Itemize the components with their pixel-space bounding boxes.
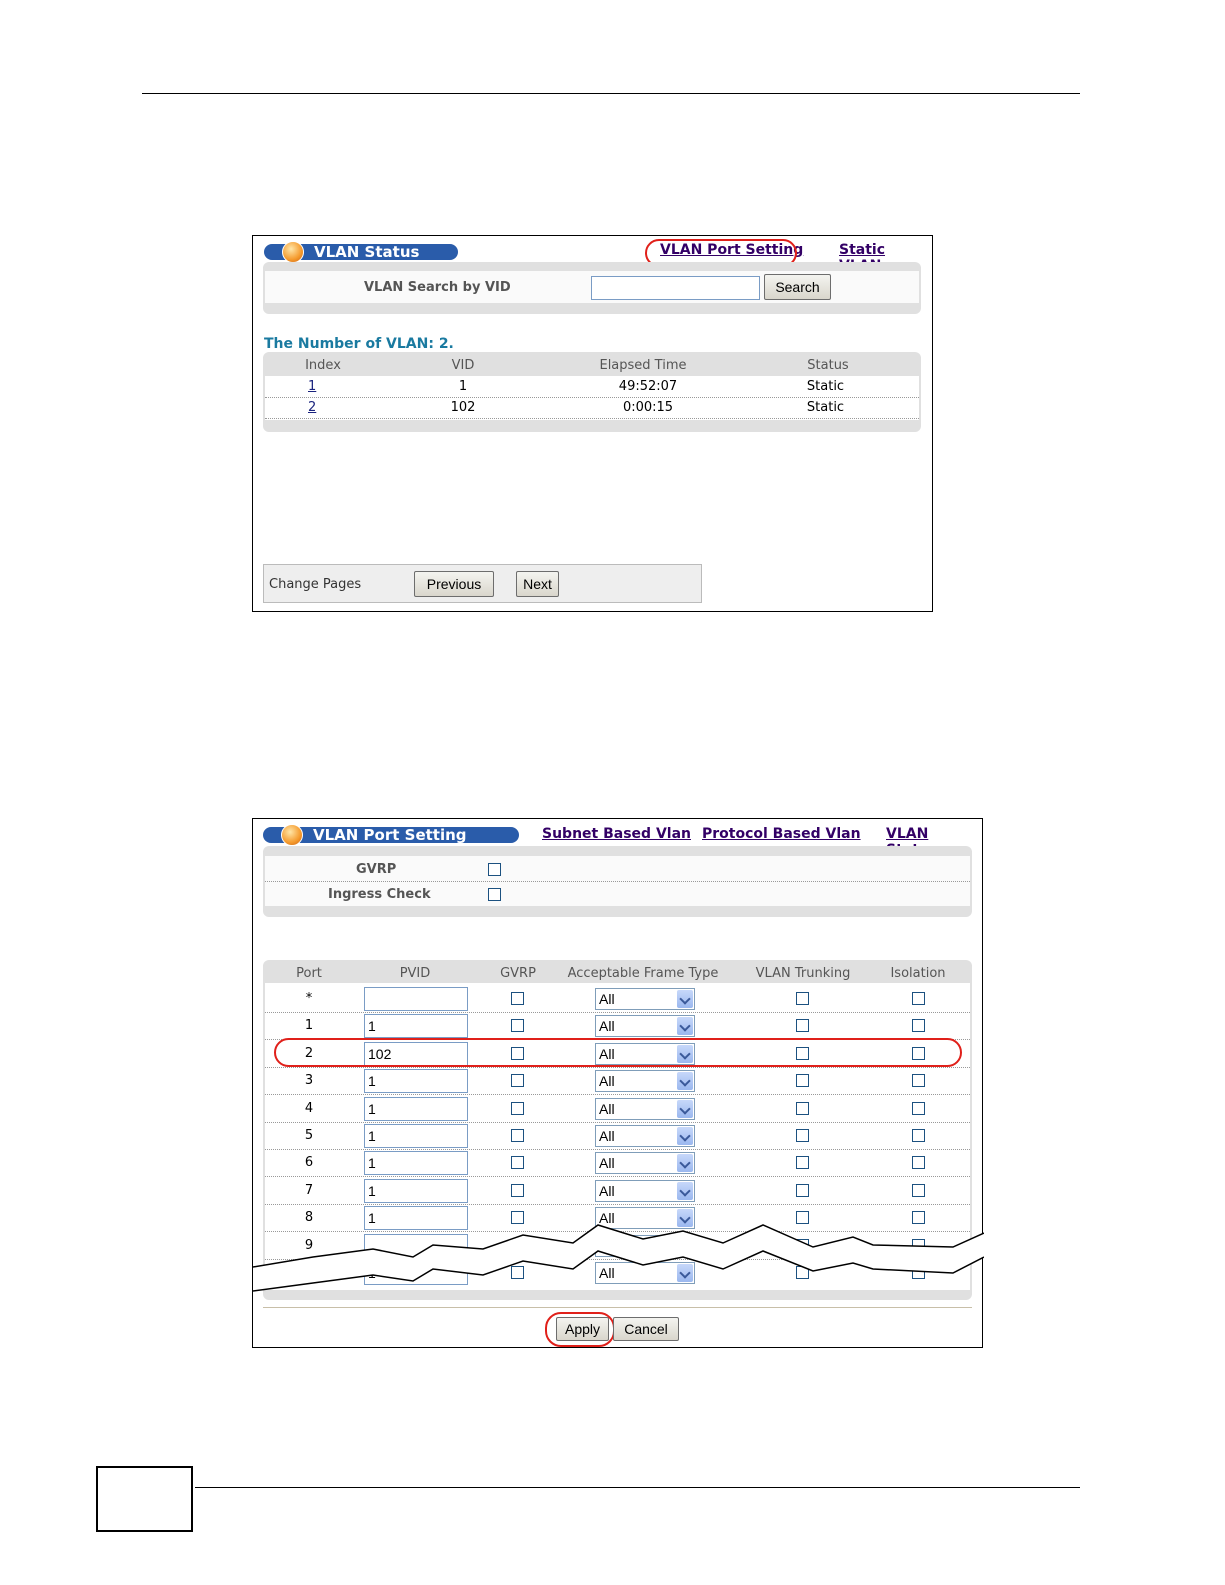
status-cell: Static [806, 379, 845, 394]
page-number-box [96, 1466, 193, 1532]
link-vlan-status[interactable]: VLAN [886, 826, 929, 842]
port-cell: * [305, 991, 313, 1006]
cancel-button[interactable]: Cancel [613, 1317, 679, 1341]
gvrp-checkbox[interactable] [511, 1102, 524, 1115]
col-vlan-trunking: VLAN Trunking [755, 966, 851, 981]
row-divider [265, 1094, 970, 1095]
ingress-check-label: Ingress Check [328, 887, 431, 902]
frame-type-select[interactable] [595, 1152, 695, 1174]
vid-search-input[interactable] [591, 276, 760, 300]
pvid-input[interactable]: 1 [364, 1097, 468, 1121]
next-button[interactable]: Next [516, 571, 559, 597]
col-port: Port [296, 966, 322, 981]
vlan-trunking-checkbox[interactable] [796, 1129, 809, 1142]
bottom-divider [263, 1307, 972, 1308]
orb-icon [282, 241, 304, 263]
highlight-oval [274, 1038, 962, 1067]
vlan-trunking-checkbox[interactable] [796, 1102, 809, 1115]
row-divider [265, 1149, 970, 1150]
port-cell: 4 [304, 1101, 314, 1116]
row-divider [265, 1204, 970, 1205]
elapsed-cell: 49:52:07 [618, 379, 678, 394]
pvid-input[interactable]: 1 [364, 1124, 468, 1148]
frame-type-value: All [599, 1155, 615, 1171]
col-frame-type: Acceptable Frame Type [567, 966, 719, 981]
pvid-input[interactable]: 1 [364, 1014, 468, 1038]
gvrp-checkbox[interactable] [511, 1019, 524, 1032]
col-status: Status [807, 358, 849, 373]
row-divider [265, 418, 919, 419]
row-divider [265, 1176, 970, 1177]
ingress-check-checkbox[interactable] [488, 888, 501, 901]
port-cell: 3 [304, 1073, 314, 1088]
col-pvid: PVID [399, 966, 431, 981]
vid-cell: 1 [458, 379, 468, 394]
port-cell: 2 [304, 1046, 314, 1061]
gvrp-checkbox[interactable] [511, 992, 524, 1005]
orb-icon [281, 824, 303, 846]
gvrp-checkbox[interactable] [511, 1156, 524, 1169]
gvrp-checkbox[interactable] [511, 1129, 524, 1142]
port-cell: 8 [304, 1210, 314, 1225]
vlan-count: The Number of VLAN: 2. [264, 336, 454, 352]
vid-cell: 102 [450, 400, 476, 415]
highlight-oval [545, 1312, 615, 1347]
panel-title: VLAN Status [314, 243, 420, 261]
chevron-down-icon[interactable] [677, 1154, 693, 1172]
row-divider [265, 881, 970, 882]
frame-type-value: All [599, 1046, 615, 1062]
table-row [253, 1179, 984, 1204]
frame-type-value: All [599, 1210, 615, 1226]
vlan-index-link[interactable]: 1 [308, 379, 317, 394]
chevron-down-icon[interactable] [677, 990, 693, 1008]
col-isolation: Isolation [890, 966, 946, 981]
apply-button[interactable]: Apply [556, 1317, 609, 1341]
gvrp-checkbox[interactable] [511, 1074, 524, 1087]
pvid-input[interactable]: 1 [364, 1206, 468, 1230]
frame-type-value: All [599, 1018, 615, 1034]
pvid-input[interactable] [364, 987, 468, 1011]
chevron-down-icon[interactable] [677, 1100, 693, 1118]
chevron-down-icon[interactable] [677, 1072, 693, 1090]
frame-type-value: All [599, 1101, 615, 1117]
search-label: VLAN Search by VID [364, 280, 511, 295]
pvid-input[interactable]: 102 [364, 1042, 468, 1066]
frame-type-value: All [599, 1128, 615, 1144]
frame-type-select[interactable] [595, 988, 695, 1010]
frame-type-value: All [599, 1265, 615, 1281]
chevron-down-icon[interactable] [677, 1127, 693, 1145]
vlan-index-link[interactable]: 2 [308, 400, 317, 415]
vlan-trunking-checkbox[interactable] [796, 992, 809, 1005]
frame-type-value: All [599, 1183, 615, 1199]
isolation-checkbox[interactable] [912, 1129, 925, 1142]
chevron-down-icon[interactable] [677, 1182, 693, 1200]
chevron-down-icon[interactable] [677, 1017, 693, 1035]
port-cell: 9 [304, 1238, 314, 1253]
table-row [253, 400, 934, 418]
isolation-checkbox[interactable] [912, 1102, 925, 1115]
pvid-input[interactable]: 1 [364, 1069, 468, 1093]
col-index: Index [305, 358, 341, 373]
table-row [253, 1014, 984, 1039]
link-subnet-based-vlan[interactable]: Subnet Based Vlan [542, 826, 691, 842]
search-button[interactable]: Search [764, 274, 831, 300]
pvid-input[interactable]: 1 [364, 1151, 468, 1175]
port-cell: 5 [304, 1128, 314, 1143]
frame-type-select[interactable] [595, 1125, 695, 1147]
table-row [253, 1151, 984, 1176]
gvrp-checkbox[interactable] [488, 863, 501, 876]
panel-title: VLAN Port Setting [313, 826, 467, 844]
table-row [253, 1069, 984, 1094]
vlan-status-panel [252, 235, 933, 612]
isolation-checkbox[interactable] [912, 992, 925, 1005]
isolation-checkbox[interactable] [912, 1019, 925, 1032]
row-divider [265, 1012, 970, 1013]
elapsed-cell: 0:00:15 [622, 400, 674, 415]
col-gvrp: GVRP [500, 966, 536, 981]
col-elapsed: Elapsed Time [599, 358, 687, 373]
torn-break [253, 1219, 984, 1299]
row-divider [265, 1067, 970, 1068]
link-vlan-port-setting[interactable]: VLAN Port Setting [660, 242, 804, 258]
vlan-trunking-checkbox[interactable] [796, 1156, 809, 1169]
footer-rule [195, 1487, 1080, 1488]
table-row [253, 379, 934, 397]
port-cell: 1 [304, 1018, 314, 1033]
isolation-checkbox[interactable] [912, 1156, 925, 1169]
port-cell: 6 [304, 1155, 314, 1170]
frame-type-value: All [599, 1073, 615, 1089]
frame-type-select[interactable] [595, 1180, 695, 1202]
status-cell: Static [806, 400, 845, 415]
table-row [253, 987, 984, 1012]
frame-type-select[interactable] [595, 1098, 695, 1120]
port-cell: 7 [304, 1183, 314, 1198]
pvid-input[interactable]: 1 [364, 1179, 468, 1203]
vlan-trunking-checkbox[interactable] [796, 1074, 809, 1087]
frame-type-select[interactable] [595, 1015, 695, 1037]
change-pages-label: Change Pages [269, 577, 362, 592]
gvrp-checkbox[interactable] [511, 1184, 524, 1197]
header-rule [142, 93, 1080, 94]
previous-button[interactable]: Previous [414, 571, 494, 597]
row-divider [265, 1122, 970, 1123]
frame-type-select[interactable] [595, 1070, 695, 1092]
vlan-trunking-checkbox[interactable] [796, 1019, 809, 1032]
col-vid: VID [451, 358, 475, 373]
link-static-vlan[interactable]: Static [839, 242, 886, 258]
gvrp-label: GVRP [356, 862, 397, 877]
row-divider [265, 397, 919, 398]
frame-type-value: All [599, 991, 615, 1007]
table-row [253, 1124, 984, 1149]
isolation-checkbox[interactable] [912, 1184, 925, 1197]
vlan-port-setting-panel [252, 818, 983, 1348]
table-row [253, 1097, 984, 1122]
isolation-checkbox[interactable] [912, 1074, 925, 1087]
vlan-trunking-checkbox[interactable] [796, 1184, 809, 1197]
link-protocol-based-vlan[interactable]: Protocol Based Vlan [702, 826, 861, 842]
